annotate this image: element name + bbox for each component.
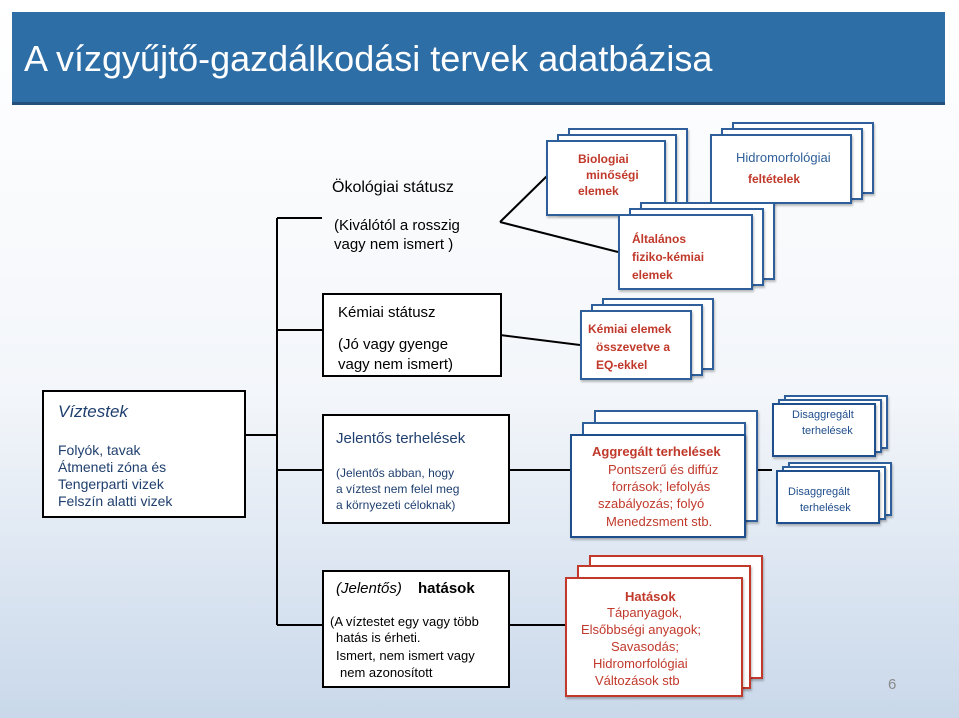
ecological-status-line2: vagy nem ismert ) <box>334 236 454 253</box>
ecological-status-heading: Ökológiai státusz <box>332 179 454 196</box>
impacts-line-3: Ismert, nem ismert vagy <box>336 648 475 663</box>
chemical-status-heading: Kémiai státusz <box>338 304 436 321</box>
waterbodies-heading: Víztestek <box>58 402 128 421</box>
impacts-detail-line-4: Hidromorfológiai <box>593 656 688 671</box>
ecological-status-box <box>322 165 500 273</box>
bio-quality-line-2: minőségi <box>586 168 639 182</box>
waterbodies-box <box>42 390 246 518</box>
disaggregated-1-line-1: Disaggregált <box>792 409 854 421</box>
impacts-detail-line-2: Elsőbbségi anyagok; <box>581 622 701 637</box>
impacts-detail-line-5: Változások stb <box>595 673 680 688</box>
aggregated-heading: Aggregált terhelések <box>592 444 721 459</box>
impacts-line-1: (A víztestet egy vagy több <box>330 614 479 629</box>
chemical-status-line1: (Jó vagy gyenge <box>338 336 449 353</box>
disaggregated-stack-2 <box>776 462 896 526</box>
bio-quality-line-3: elemek <box>578 184 619 198</box>
disaggregated-2-line-2: terhelések <box>800 502 851 514</box>
impacts-heading-rest: hatások <box>418 580 475 597</box>
page-title: A vízgyűjtő-gazdálkodási tervek adatbázisa <box>24 38 713 79</box>
impacts-detail-heading: Hatások <box>625 589 676 604</box>
waterbodies-line-2: Átmeneti zóna és <box>58 459 167 475</box>
aggregated-line-3: szabályozás; folyó <box>598 496 705 511</box>
page-number: 6 <box>888 676 897 693</box>
impacts-detail-line-3: Savasodás; <box>611 639 679 654</box>
hydromorph-stack <box>710 122 876 204</box>
waterbodies-line-3: Tengerparti vizek <box>58 476 164 492</box>
general-phys-chem-line-1: Általános <box>632 232 687 246</box>
aggregated-line-4: Menedzsment stb. <box>606 514 713 529</box>
impacts-line-2: hatás is érheti. <box>336 630 421 645</box>
disaggregated-1-line-2: terhelések <box>802 425 853 437</box>
waterbodies-line-1: Folyók, tavak <box>58 442 141 458</box>
aggregated-stack <box>570 410 762 538</box>
pressures-line-2: a víztest nem felel meg <box>336 482 460 496</box>
pressures-heading: Jelentős terhelések <box>336 430 466 447</box>
aggregated-line-1: Pontszerű és diffúz <box>608 462 719 477</box>
chem-elements-stack <box>580 298 718 380</box>
chemical-status-box <box>322 293 502 377</box>
impacts-heading-italic: (Jelentős) <box>336 580 402 597</box>
bio-quality-line-1: Biologiai <box>578 152 629 166</box>
general-phys-chem-line-2: fiziko-kémiai <box>632 250 705 264</box>
impacts-box <box>322 570 510 688</box>
impacts-detail-line-1: Tápanyagok, <box>607 605 683 620</box>
disaggregated-stack-1 <box>772 395 892 459</box>
chem-elements-line-1: Kémiai elemek <box>588 322 672 336</box>
general-phys-chem-line-3: elemek <box>632 268 673 282</box>
impacts-detail-stack <box>565 555 767 699</box>
ecological-status-line1: (Kiválótól a rosszig <box>334 217 460 234</box>
chem-elements-line-2: összevetve a <box>596 340 671 354</box>
waterbodies-line-4: Felszín alatti vizek <box>58 493 173 509</box>
chem-elements-line-3: EQ-ekkel <box>596 358 648 372</box>
disaggregated-2-line-1: Disaggregált <box>788 486 850 498</box>
chemical-status-line2: vagy nem ismert) <box>338 356 454 373</box>
hydromorph-line-1: Hidromorfológiai <box>736 150 831 165</box>
pressures-box <box>322 414 510 524</box>
aggregated-line-2: források; lefolyás <box>612 479 711 494</box>
pressures-line-3: a környezeti céloknak) <box>336 498 456 512</box>
impacts-line-4: nem azonosított <box>340 665 433 680</box>
hydromorph-line-2: feltételek <box>748 172 801 186</box>
general-phys-chem-stack <box>618 202 778 290</box>
pressures-line-1: (Jelentős abban, hogy <box>336 466 455 480</box>
